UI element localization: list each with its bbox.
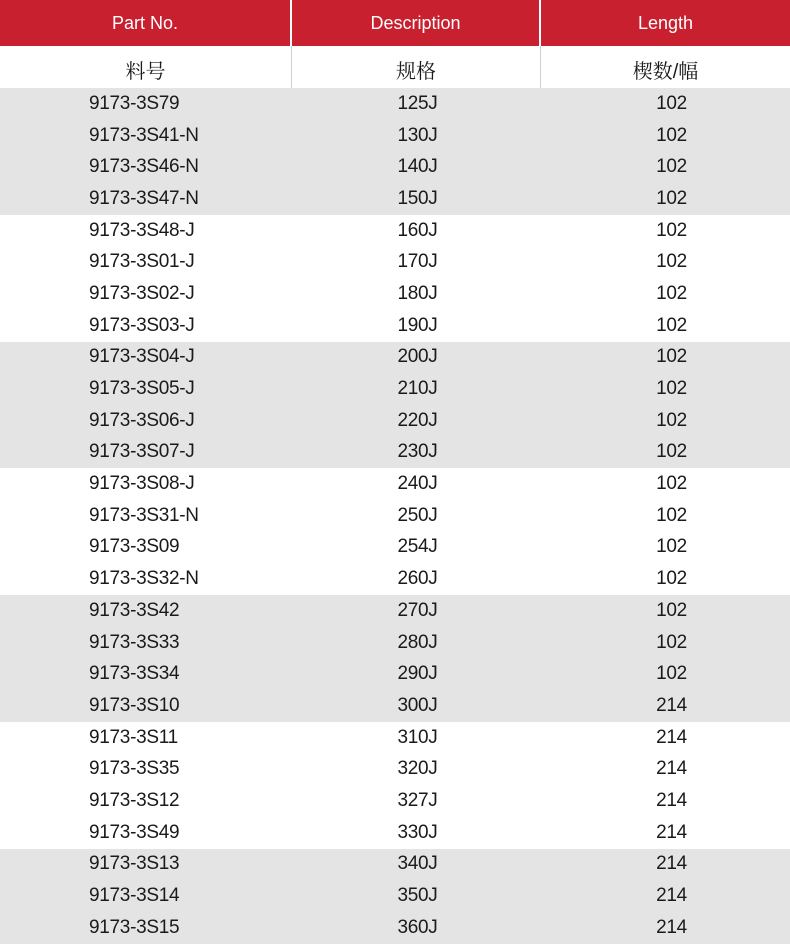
part-no-cell: 9173-3S41-N bbox=[89, 124, 199, 146]
part-no-cell: 9173-3S31-N bbox=[89, 504, 199, 526]
length-cell: 102 bbox=[656, 251, 687, 273]
description-cell: 180J bbox=[397, 282, 438, 304]
description-cell: 270J bbox=[397, 599, 438, 621]
length-cell: 214 bbox=[656, 853, 687, 875]
table-row bbox=[0, 183, 790, 215]
length-cell: 102 bbox=[656, 536, 687, 558]
table-row bbox=[0, 912, 790, 944]
table-row bbox=[0, 849, 790, 881]
part-no-cell: 9173-3S15 bbox=[89, 916, 180, 938]
table-header bbox=[0, 0, 790, 46]
length-cell: 102 bbox=[656, 187, 687, 209]
length-cell: 102 bbox=[656, 346, 687, 368]
length-cell: 102 bbox=[656, 314, 687, 336]
part-no-cell: 9173-3S09 bbox=[89, 536, 180, 558]
table-row bbox=[0, 753, 790, 785]
length-cell: 102 bbox=[656, 663, 687, 685]
length-cell: 214 bbox=[656, 885, 687, 907]
table-row bbox=[0, 595, 790, 627]
description-cell: 190J bbox=[397, 314, 438, 336]
table-row bbox=[0, 563, 790, 595]
table-row bbox=[0, 658, 790, 690]
length-cell: 102 bbox=[656, 568, 687, 590]
table-row bbox=[0, 246, 790, 278]
description-cell: 170J bbox=[397, 251, 438, 273]
part-no-cell: 9173-3S32-N bbox=[89, 568, 199, 590]
length-cell: 214 bbox=[656, 789, 687, 811]
length-cell: 102 bbox=[656, 473, 687, 495]
table-row bbox=[0, 722, 790, 754]
description-cell: 327J bbox=[397, 789, 438, 811]
table-row bbox=[0, 437, 790, 469]
table-row bbox=[0, 532, 790, 564]
part-no-cell: 9173-3S34 bbox=[89, 663, 180, 685]
part-no-cell: 9173-3S10 bbox=[89, 694, 180, 716]
description-cell: 160J bbox=[397, 219, 438, 241]
description-cell: 130J bbox=[397, 124, 438, 146]
subheader-part-no: 料号 bbox=[0, 46, 292, 88]
length-cell: 102 bbox=[656, 282, 687, 304]
table-row bbox=[0, 342, 790, 374]
description-cell: 230J bbox=[397, 441, 438, 463]
part-no-cell: 9173-3S47-N bbox=[89, 187, 199, 209]
part-no-cell: 9173-3S02-J bbox=[89, 282, 195, 304]
length-cell: 214 bbox=[656, 726, 687, 748]
description-cell: 340J bbox=[397, 853, 438, 875]
length-cell: 102 bbox=[656, 219, 687, 241]
header-length: Length bbox=[637, 12, 694, 33]
table-row bbox=[0, 120, 790, 152]
table-row bbox=[0, 690, 790, 722]
description-cell: 240J bbox=[397, 473, 438, 495]
length-cell: 214 bbox=[656, 916, 687, 938]
table-row bbox=[0, 627, 790, 659]
table-row bbox=[0, 151, 790, 183]
table-row bbox=[0, 468, 790, 500]
part-no-cell: 9173-3S79 bbox=[89, 92, 180, 114]
subheader-description: 规格 bbox=[292, 46, 541, 88]
length-cell: 102 bbox=[656, 441, 687, 463]
table-row bbox=[0, 215, 790, 247]
length-cell: 214 bbox=[656, 694, 687, 716]
part-no-cell: 9173-3S05-J bbox=[89, 378, 195, 400]
length-cell: 102 bbox=[656, 409, 687, 431]
description-cell: 360J bbox=[397, 916, 438, 938]
description-cell: 220J bbox=[397, 409, 438, 431]
part-no-cell: 9173-3S46-N bbox=[89, 156, 199, 178]
part-no-cell: 9173-3S13 bbox=[89, 853, 180, 875]
part-no-cell: 9173-3S11 bbox=[89, 726, 178, 748]
length-cell: 102 bbox=[656, 631, 687, 653]
part-no-cell: 9173-3S49 bbox=[89, 821, 180, 843]
part-no-cell: 9173-3S01-J bbox=[89, 251, 195, 273]
table-body bbox=[0, 88, 790, 944]
table-row bbox=[0, 880, 790, 912]
length-cell: 102 bbox=[656, 124, 687, 146]
part-no-cell: 9173-3S03-J bbox=[89, 314, 195, 336]
part-no-cell: 9173-3S42 bbox=[89, 599, 180, 621]
table-row bbox=[0, 500, 790, 532]
length-cell: 214 bbox=[656, 821, 687, 843]
table-row bbox=[0, 88, 790, 120]
length-cell: 102 bbox=[656, 378, 687, 400]
description-cell: 330J bbox=[397, 821, 438, 843]
subheader-length: 楔数/幅 bbox=[632, 60, 699, 83]
description-cell: 310J bbox=[397, 726, 438, 748]
description-cell: 350J bbox=[397, 885, 438, 907]
length-cell: 214 bbox=[656, 758, 687, 780]
table-row bbox=[0, 373, 790, 405]
header-description: Description bbox=[292, 0, 541, 46]
table-subheader bbox=[0, 46, 790, 88]
description-cell: 300J bbox=[397, 694, 438, 716]
table-row bbox=[0, 785, 790, 817]
table-row bbox=[0, 310, 790, 342]
description-cell: 210J bbox=[397, 378, 438, 400]
length-cell: 102 bbox=[656, 92, 687, 114]
description-cell: 150J bbox=[397, 187, 438, 209]
table-row bbox=[0, 278, 790, 310]
description-cell: 200J bbox=[397, 346, 438, 368]
table-row bbox=[0, 817, 790, 849]
part-no-cell: 9173-3S08-J bbox=[89, 473, 195, 495]
description-cell: 254J bbox=[397, 536, 438, 558]
part-no-cell: 9173-3S04-J bbox=[89, 346, 195, 368]
description-cell: 320J bbox=[397, 758, 438, 780]
part-no-cell: 9173-3S33 bbox=[89, 631, 180, 653]
description-cell: 260J bbox=[397, 568, 438, 590]
description-cell: 250J bbox=[397, 504, 438, 526]
table-row bbox=[0, 405, 790, 437]
description-cell: 290J bbox=[397, 663, 438, 685]
length-cell: 102 bbox=[656, 504, 687, 526]
length-cell: 102 bbox=[656, 599, 687, 621]
part-no-cell: 9173-3S12 bbox=[89, 789, 180, 811]
description-cell: 280J bbox=[397, 631, 438, 653]
header-part-no: Part No. bbox=[0, 0, 292, 46]
length-cell: 102 bbox=[656, 156, 687, 178]
part-no-cell: 9173-3S06-J bbox=[89, 409, 195, 431]
part-no-cell: 9173-3S35 bbox=[89, 758, 180, 780]
part-no-cell: 9173-3S14 bbox=[89, 885, 180, 907]
part-no-cell: 9173-3S48-J bbox=[89, 219, 195, 241]
description-cell: 125J bbox=[397, 92, 438, 114]
part-no-cell: 9173-3S07-J bbox=[89, 441, 195, 463]
description-cell: 140J bbox=[397, 156, 438, 178]
